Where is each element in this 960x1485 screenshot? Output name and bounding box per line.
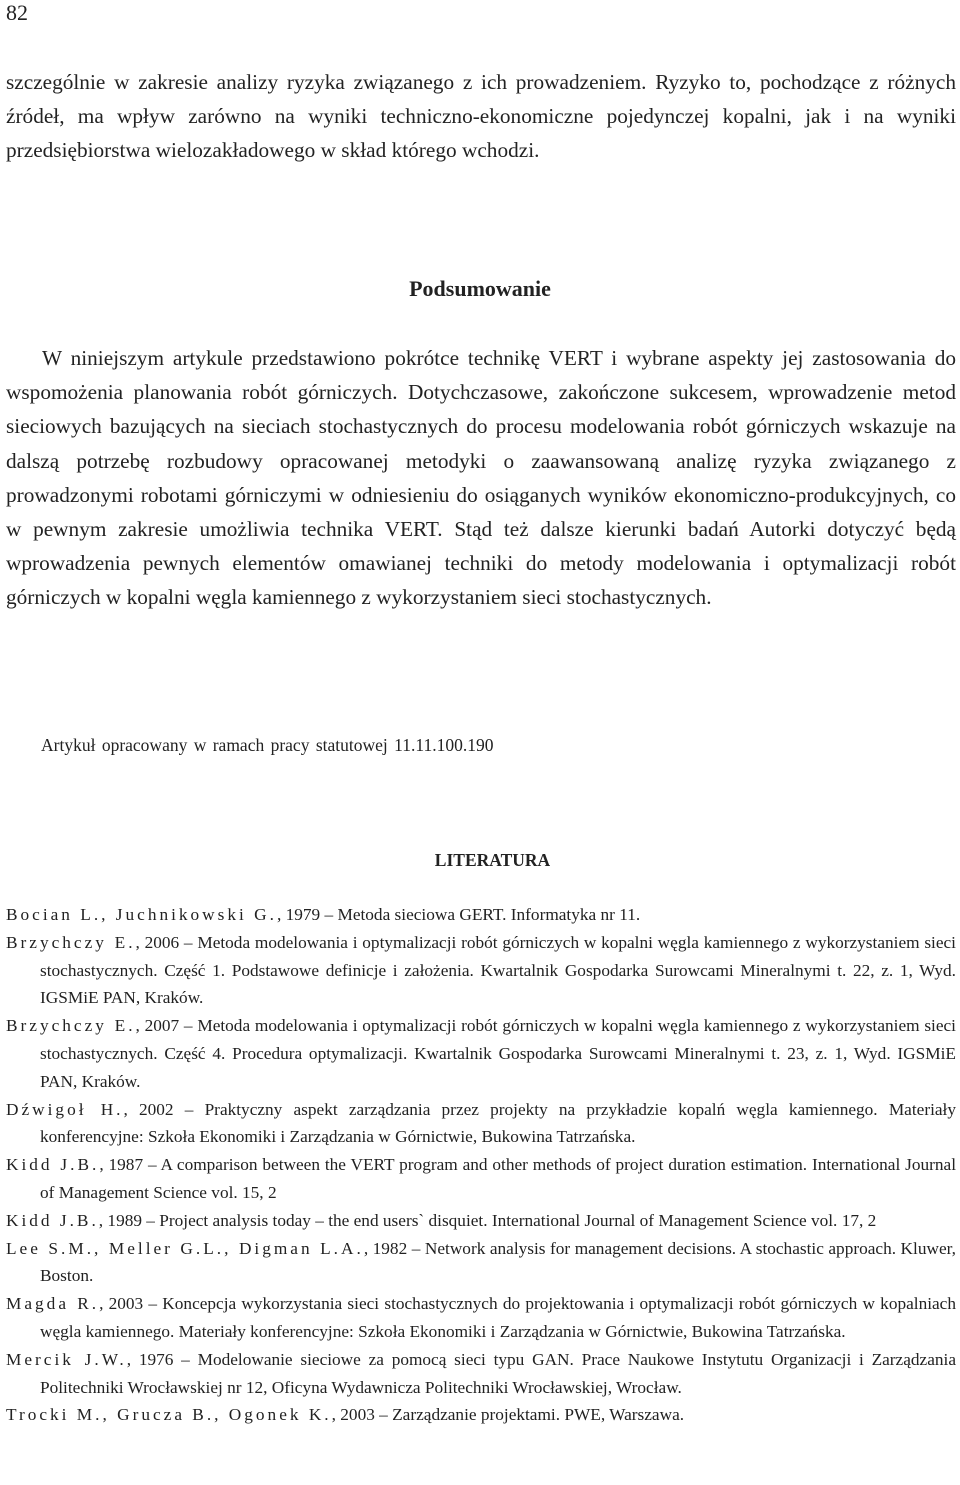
- reference-item: [6, 1012, 956, 1095]
- reference-authors: Kidd J.B.: [6, 1210, 99, 1230]
- reference-text: , 2003 – Zarządzanie projektami. PWE, Warszawa.: [331, 1405, 685, 1425]
- section-heading: Podsumowanie: [409, 276, 551, 301]
- reference-text: , 1979 – Metoda sieciowa GERT. Informatyka nr 11.: [276, 905, 641, 924]
- reference-authors: Magda R.: [6, 1294, 100, 1314]
- reference-authors: Trocki M., Grucza B., Ogonek K.: [6, 1405, 332, 1425]
- reference-text: , 2003 – Koncepcja wykorzystania sieci stochastycznych do projektowania i optymalizacji robót górniczych w kopalniach węgla kamiennego. Materiały konferencyjne: Szkoła Ekonomiki i Zarządzania w Górnictwie, Bukowina Tatrzańska.: [40, 1294, 956, 1341]
- summary-paragraph: W niniejszym artykule przedstawiono pokrótce technikę VERT i wybrane aspekty jej zastosowania do wspomożenia planowania robót górniczych. Dotychczasowe, zakończone sukcesem, wprowadzenie metod sieciowych bazujących na sieciach stochastycznych do procesu modelowania robót górniczych wskazuje na dalszą potrzebę rozbudowy opracowanej metodyki o zaawansowaną analizę ryzyka związanego z prowadzonymi robotami górniczymi w odniesieniu do osiąganych wyników ekonomiczno-produkcyjnych, co w pewnym zakresie umożliwia technika VERT. Stąd też dalsze kierunki badań Autorki dotyczyć będą wprowadzenia pewnych elementów omawianej techniki do metody modelowania i optymalizacji robót górniczych w kopalni węgla kamiennego z wykorzystaniem sieci stochastycznych.: [6, 346, 956, 610]
- page-number: 82: [6, 0, 28, 25]
- reference-authors: Brzychczy E.: [6, 932, 136, 952]
- reference-text: , 2002 – Praktyczny aspekt zarządzania przez projekty na przykładzie kopalń węgla kamiennego. Materiały konferencyjne: Szkoła Ekonomiki i Zarządzania w Górnictwie, Bukowina Tatrzańska.: [40, 1099, 956, 1147]
- literature-heading: LITERATURA: [434, 850, 551, 870]
- reference-text: , 2006 – Metoda modelowania i optymalizacji robót górniczych w kopalni węgla kamiennego z wykorzystaniem sieci stochastycznych. Część 1. Podstawowe definicje i założenia. Kwartalnik Gospodarka Surowcami Mineralnymi t. 22, z. 1, Wyd. IGSMiE PAN, Kraków.: [40, 932, 956, 1008]
- reference-item: [6, 1207, 956, 1235]
- reference-authors: Brzychczy E.: [6, 1016, 136, 1036]
- reference-item: [6, 929, 956, 1012]
- reference-authors: Lee S.M., Meller G.L., Digman L.A.: [6, 1238, 364, 1258]
- reference-text: , 2007 – Metoda modelowania i optymalizacji robót górniczych w kopalni węgla kamiennego z wykorzystaniem sieci stochastycznych. Część 4. Procedura optymalizacji. Kwartalnik Gospodarka Surowcami Mineralnymi t. 23, z. 1, Wyd. IGSMiE PAN, Kraków.: [40, 1016, 956, 1091]
- intro-paragraph: szczególnie w zakresie analizy ryzyka związanego z ich prowadzeniem. Ryzyko to, pochodzące z różnych źródeł, ma wpływ zarówno na wyniki techniczno-ekonomiczne pojedynczej kopalni, jak i na wyniki przedsiębiorstwa wielozakładowego w skład którego wchodzi.: [6, 70, 956, 163]
- reference-text: , 1987 – A comparison between the VERT program and other methods of project duration estimation. International Journal of Management Science vol. 15, 2: [40, 1155, 956, 1202]
- funding-note: Artykuł opracowany w ramach pracy statutowej 11.11.100.190: [41, 735, 494, 755]
- reference-authors: Dźwigoł H.: [6, 1099, 124, 1119]
- reference-text: , 1976 – Modelowanie sieciowe za pomocą sieci typu GAN. Prace Naukowe Instytutu Organizacji i Zarządzania Politechniki Wrocławskiej nr 12, Oficyna Wydawnicza Politechniki Wrocławskiej, Wrocław.: [40, 1349, 956, 1397]
- reference-authors: Mercik J.W.: [6, 1349, 127, 1369]
- reference-list: [6, 901, 956, 1429]
- reference-item: [6, 1346, 956, 1402]
- reference-text: , 1989 – Project analysis today – the end users` disquiet. International Journal of Management Science vol. 17, 2: [98, 1210, 877, 1230]
- reference-item: [6, 1290, 956, 1346]
- reference-text: , 1982 – Network analysis for management decisions. A stochastic approach. Kluwer, Boston.: [40, 1238, 956, 1286]
- reference-item: [6, 1151, 956, 1207]
- reference-item: [6, 1401, 956, 1429]
- reference-authors: Kidd J.B.: [6, 1155, 100, 1175]
- reference-item: [6, 1096, 956, 1152]
- reference-item: [6, 901, 956, 929]
- reference-authors: Bocian L., Juchnikowski G.: [6, 905, 277, 924]
- reference-item: [6, 1235, 956, 1291]
